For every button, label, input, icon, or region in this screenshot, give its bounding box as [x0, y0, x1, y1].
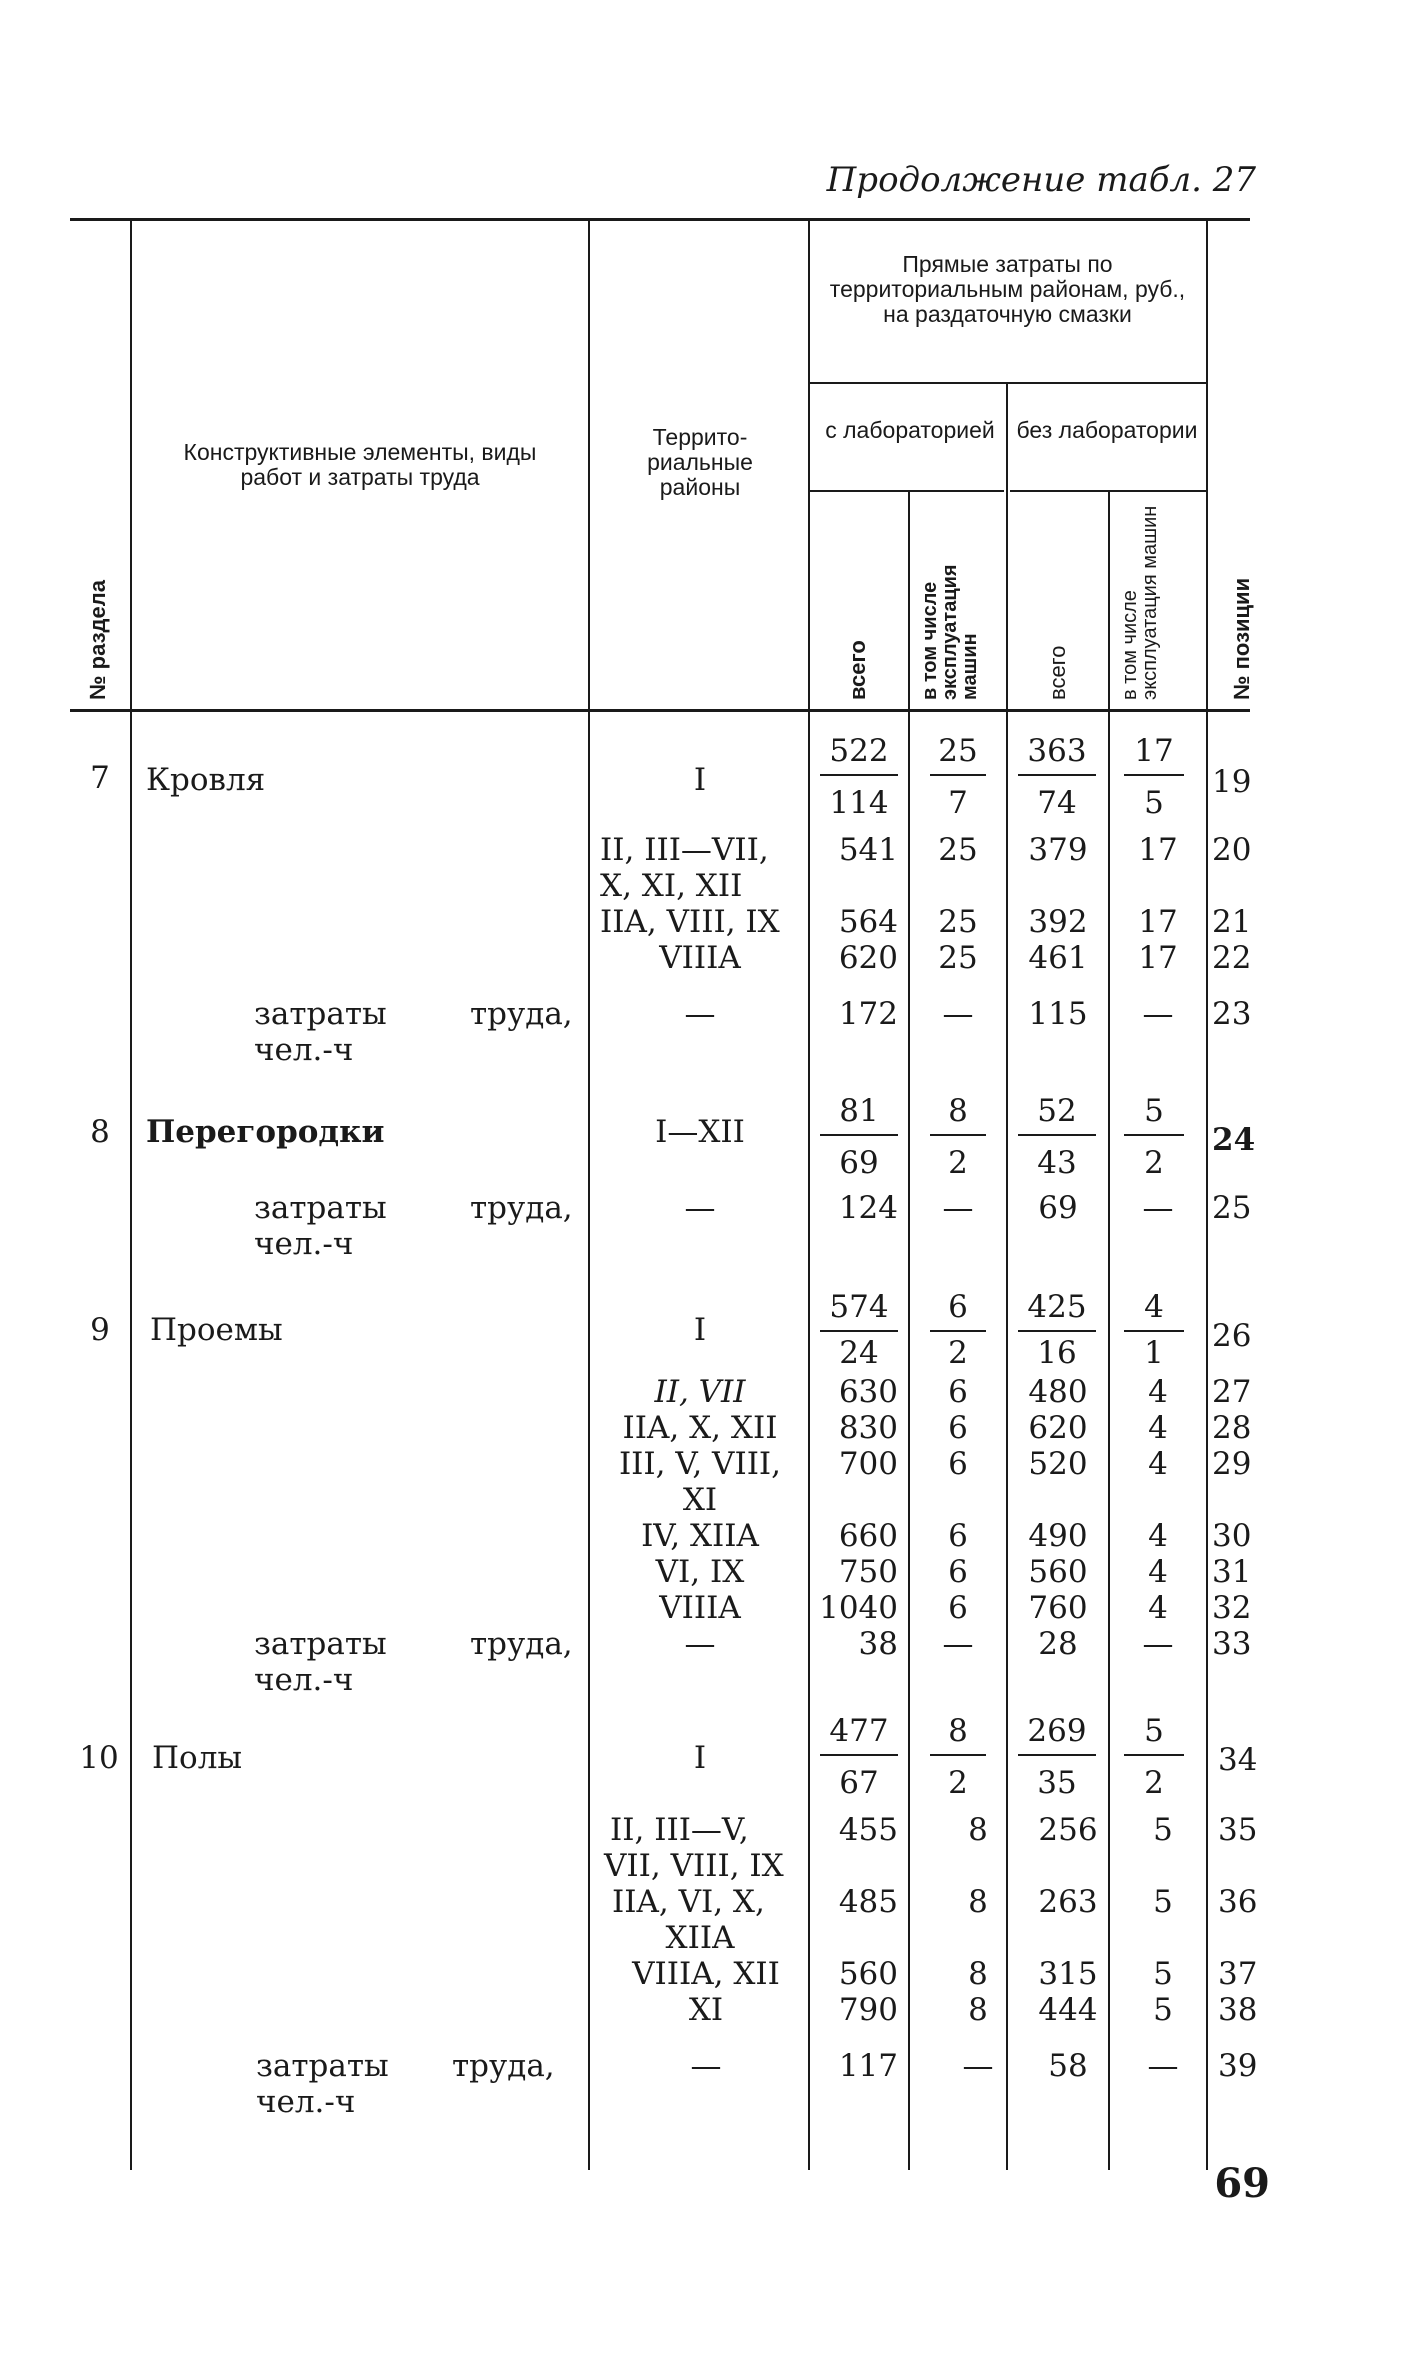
total-without-lab: 461	[1028, 940, 1088, 976]
machines-with-lab: —	[942, 996, 974, 1032]
total-with-lab: 660	[838, 1518, 898, 1554]
fraction-machines-with-lab: 8 2	[930, 1092, 986, 1182]
section-number: 9	[90, 1312, 110, 1348]
position-number: 36	[1218, 1884, 1258, 1920]
element-name: Проемы	[150, 1312, 283, 1348]
position-number: 32	[1212, 1590, 1252, 1626]
total-without-lab: 315	[1038, 1956, 1098, 1992]
labor-label-word: труда,	[470, 1190, 573, 1226]
machines-without-lab: —	[1147, 2048, 1179, 2084]
total-without-lab: 480	[1028, 1374, 1088, 1410]
region-cell: II, VII	[654, 1374, 746, 1410]
total-with-lab: 485	[838, 1884, 898, 1920]
fraction-total-with-lab: 81 69	[820, 1092, 898, 1182]
machines-without-lab: 4	[1148, 1554, 1168, 1590]
element-name: Перегородки	[146, 1114, 385, 1150]
machines-with-lab: 8	[968, 1812, 988, 1848]
machines-without-lab: 17	[1138, 832, 1178, 868]
total-without-lab: 444	[1038, 1992, 1098, 2028]
region-cell: I	[693, 762, 707, 798]
position-number: 34	[1218, 1742, 1258, 1778]
region-cell: IV, XIIA	[641, 1518, 759, 1554]
region-cell: —	[684, 1190, 716, 1226]
labor-label-word: труда,	[470, 1626, 573, 1662]
labor-unit: чел.-ч	[254, 1226, 354, 1262]
total-with-lab: 455	[838, 1812, 898, 1848]
total-without-lab: 490	[1028, 1518, 1088, 1554]
total-without-lab: 58	[1048, 2048, 1088, 2084]
region-cell: I	[693, 1312, 707, 1348]
region-cell: VI, IX	[655, 1554, 745, 1590]
header-without-lab: без лаборатории	[1016, 417, 1198, 443]
section-number: 7	[90, 760, 110, 796]
labor-label: затраты	[254, 996, 387, 1032]
fraction-total-without-lab: 425 16	[1018, 1288, 1096, 1372]
machines-with-lab: 8	[968, 1956, 988, 1992]
total-with-lab: 564	[838, 904, 898, 940]
machines-with-lab: 25	[938, 904, 978, 940]
machines-without-lab: 5	[1153, 1884, 1173, 1920]
header-subrule-with-lab	[808, 490, 1004, 492]
section-number: 8	[90, 1114, 110, 1150]
machines-without-lab: 4	[1148, 1410, 1168, 1446]
fraction-machines-without-lab: 5 2	[1124, 1092, 1184, 1182]
header-elements: Конструктивные элементы, виды работ и затраты труда	[183, 439, 537, 490]
position-number: 38	[1218, 1992, 1258, 2028]
position-number: 20	[1212, 832, 1252, 868]
fraction-total-without-lab: 269 35	[1018, 1712, 1096, 1802]
header-total-without-lab: всего	[1045, 645, 1070, 700]
header-total-with-lab: всего	[845, 640, 870, 700]
region-cell: II, III—VII,	[600, 832, 769, 868]
fraction-total-with-lab: 477 67	[820, 1712, 898, 1802]
machines-with-lab: —	[942, 1626, 974, 1662]
total-with-lab: 1040	[819, 1590, 898, 1626]
total-without-lab: 256	[1038, 1812, 1098, 1848]
fraction-machines-without-lab: 5 2	[1124, 1712, 1184, 1802]
fraction-total-with-lab: 574 24	[820, 1288, 898, 1372]
machines-without-lab: 5	[1153, 1956, 1173, 1992]
fraction-machines-with-lab: 6 2	[930, 1288, 986, 1372]
total-with-lab: 750	[838, 1554, 898, 1590]
total-without-lab: 392	[1028, 904, 1088, 940]
machines-without-lab: 5	[1153, 1812, 1173, 1848]
total-without-lab: 69	[1038, 1190, 1078, 1226]
labor-label-word: труда,	[470, 996, 573, 1032]
position-number: 39	[1218, 2048, 1258, 2084]
section-number: 10	[79, 1740, 119, 1776]
header-with-lab: с лабораторией	[825, 417, 995, 443]
region-cell: XI	[688, 1992, 724, 2028]
total-with-lab: 172	[838, 996, 898, 1032]
machines-with-lab: 25	[938, 832, 978, 868]
position-number: 30	[1212, 1518, 1252, 1554]
table-top-rule	[70, 218, 1250, 221]
machines-without-lab: 5	[1153, 1992, 1173, 2028]
position-number: 21	[1212, 904, 1252, 940]
region-cell: VIIIA, XII	[632, 1956, 780, 1992]
machines-with-lab: 6	[948, 1590, 968, 1626]
fraction-total-without-lab: 363 74	[1018, 732, 1096, 822]
labor-unit: чел.-ч	[256, 2084, 356, 2120]
total-without-lab: 520	[1028, 1446, 1088, 1482]
labor-label: затраты	[256, 2048, 389, 2084]
header-bottom-rule	[70, 709, 1250, 712]
position-number: 35	[1218, 1812, 1258, 1848]
position-number: 28	[1212, 1410, 1252, 1446]
position-number: 33	[1212, 1626, 1252, 1662]
region-cell: III, V, VIII,	[618, 1446, 782, 1482]
total-with-lab: 541	[838, 832, 898, 868]
fraction-machines-with-lab: 25 7	[930, 732, 986, 822]
header-regions: Террито-риальные районы	[647, 424, 753, 500]
machines-with-lab: 6	[948, 1374, 968, 1410]
region-cell: —	[690, 2048, 722, 2084]
labor-label: затраты	[254, 1626, 387, 1662]
machines-without-lab: —	[1142, 1190, 1174, 1226]
position-number: 19	[1212, 764, 1252, 800]
total-with-lab: 620	[838, 940, 898, 976]
region-cell: IIA, X, XII	[622, 1410, 778, 1446]
position-number: 27	[1212, 1374, 1252, 1410]
machines-without-lab: —	[1142, 996, 1174, 1032]
machines-with-lab: —	[942, 1190, 974, 1226]
page-number: 69	[1214, 2160, 1270, 2207]
machines-without-lab: 4	[1148, 1446, 1168, 1482]
machines-with-lab: 8	[968, 1884, 988, 1920]
region-cell: —	[684, 1626, 716, 1662]
fraction-machines-without-lab: 17 5	[1124, 732, 1184, 822]
element-name: Кровля	[146, 762, 266, 798]
labor-label: затраты	[254, 1190, 387, 1226]
total-without-lab: 28	[1038, 1626, 1078, 1662]
position-number: 37	[1218, 1956, 1258, 1992]
region-cell: I	[693, 1740, 707, 1776]
machines-without-lab: 17	[1138, 940, 1178, 976]
position-number: 24	[1212, 1122, 1256, 1158]
total-with-lab: 38	[858, 1626, 898, 1662]
labor-unit: чел.-ч	[254, 1662, 354, 1698]
machines-without-lab: 4	[1148, 1590, 1168, 1626]
machines-without-lab: 17	[1138, 904, 1178, 940]
position-number: 29	[1212, 1446, 1252, 1482]
region-cell: IIA, VI, X,	[612, 1884, 765, 1920]
total-without-lab: 620	[1028, 1410, 1088, 1446]
total-without-lab: 760	[1028, 1590, 1088, 1626]
machines-without-lab: 4	[1148, 1374, 1168, 1410]
total-without-lab: 379	[1028, 832, 1088, 868]
region-cell: VIIIA	[659, 1590, 741, 1626]
machines-without-lab: 4	[1148, 1518, 1168, 1554]
header-direct-costs: Прямые затраты по территориальным районам, руб., на раздаточную смазки	[829, 251, 1186, 327]
machines-with-lab: 8	[968, 1992, 988, 2028]
machines-with-lab: 6	[948, 1410, 968, 1446]
header-machines-without-lab: в том числе эксплуатация машин	[1119, 505, 1161, 700]
region-cell-cont: XI	[682, 1482, 718, 1518]
total-without-lab: 115	[1028, 996, 1088, 1032]
col-divider-1	[130, 220, 132, 2170]
table-caption: Продолжение табл. 27	[826, 160, 1256, 200]
fraction-machines-without-lab: 4 1	[1124, 1288, 1184, 1372]
region-cell-cont: XIIA	[665, 1920, 735, 1956]
machines-with-lab: 6	[948, 1446, 968, 1482]
total-with-lab: 117	[838, 2048, 898, 2084]
labor-unit: чел.-ч	[254, 1032, 354, 1068]
header-machines-with-lab: в том числе эксплуатация машин	[919, 564, 981, 700]
total-with-lab: 700	[838, 1446, 898, 1482]
position-number: 25	[1212, 1190, 1252, 1226]
region-cell: IIA, VIII, IX	[600, 904, 780, 940]
header-section-number: № раздела	[85, 580, 110, 700]
total-with-lab: 560	[838, 1956, 898, 1992]
fraction-machines-with-lab: 8 2	[930, 1712, 986, 1802]
element-name: Полы	[152, 1740, 243, 1776]
total-without-lab: 560	[1028, 1554, 1088, 1590]
region-cell-cont: X, XI, XII	[600, 868, 743, 904]
position-number: 31	[1212, 1554, 1252, 1590]
machines-with-lab: 25	[938, 940, 978, 976]
fraction-total-with-lab: 522 114	[820, 732, 898, 822]
total-with-lab: 830	[838, 1410, 898, 1446]
region-cell-cont: VII, VIII, IX	[604, 1848, 784, 1884]
header-position-number: № позиции	[1229, 577, 1254, 700]
total-without-lab: 263	[1038, 1884, 1098, 1920]
col-divider-4	[908, 490, 910, 2170]
region-cell: —	[684, 996, 716, 1032]
position-number: 22	[1212, 940, 1252, 976]
machines-with-lab: 6	[948, 1554, 968, 1590]
machines-with-lab: 6	[948, 1518, 968, 1554]
machines-with-lab: —	[962, 2048, 994, 2084]
total-with-lab: 630	[838, 1374, 898, 1410]
col-divider-2	[588, 220, 590, 2170]
labor-label-word: труда,	[452, 2048, 555, 2084]
region-cell: I—XII	[655, 1114, 745, 1150]
fraction-total-without-lab: 52 43	[1018, 1092, 1096, 1182]
position-number: 23	[1212, 996, 1252, 1032]
machines-without-lab: —	[1142, 1626, 1174, 1662]
total-with-lab: 790	[838, 1992, 898, 2028]
region-cell: II, III—V,	[610, 1812, 749, 1848]
col-divider-7	[1206, 220, 1208, 2170]
total-with-lab: 124	[838, 1190, 898, 1226]
region-cell: VIIIA	[659, 940, 741, 976]
position-number: 26	[1212, 1318, 1252, 1354]
